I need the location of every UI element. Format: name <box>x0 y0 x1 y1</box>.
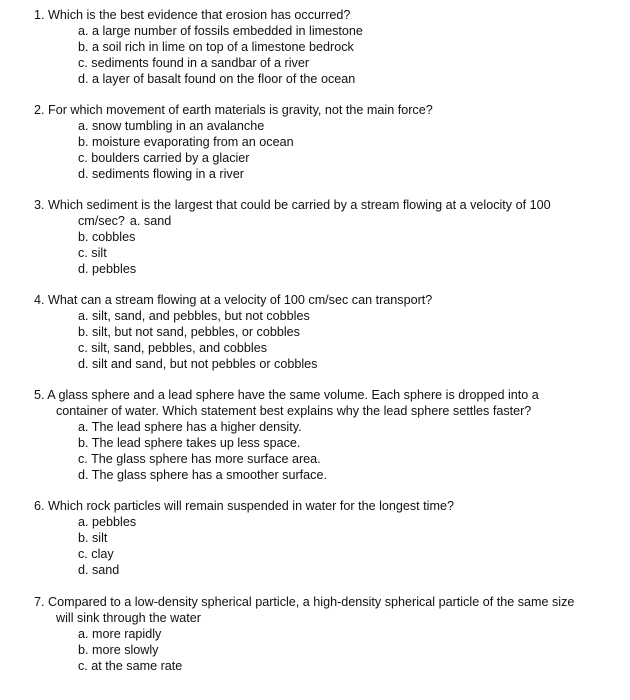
question-5-option-d: d. The glass sphere has a smoother surface. <box>78 468 327 482</box>
question-3-option-d: d. pebbles <box>78 262 137 276</box>
question-5-stem: 5. A glass sphere and a lead sphere have the same volume. Each sphere is dropped into a <box>34 388 539 402</box>
question-6-option-a: a. pebbles <box>78 515 137 529</box>
question-3-option-a: a. sand <box>129 214 172 228</box>
question-3-option-c: c. silt <box>78 246 107 260</box>
question-5-option-c: c. The glass sphere has more surface area. <box>78 452 321 466</box>
question-2-option-a: a. snow tumbling in an avalanche <box>78 119 265 133</box>
question-4-option-c: c. silt, sand, pebbles, and cobbles <box>78 341 268 355</box>
question-4-option-d: d. silt and sand, but not pebbles or cobbles <box>78 357 318 371</box>
question-4-stem: 4. What can a stream flowing at a velocity of 100 cm/sec can transport? <box>34 293 433 307</box>
question-1-option-c: c. sediments found in a sandbar of a river <box>78 56 310 70</box>
question-1-option-a: a. a large number of fossils embedded in limestone <box>78 24 363 38</box>
question-2-option-b: b. moisture evaporating from an ocean <box>78 135 294 149</box>
question-6-option-b: b. silt <box>78 531 108 545</box>
question-7-stem-line2: will sink through the water <box>56 611 201 625</box>
question-5-stem-line2: container of water. Which statement best explains why the lead sphere settles faster? <box>56 404 532 418</box>
question-7-option-a: a. more rapidly <box>78 627 162 641</box>
question-4-option-b: b. silt, but not sand, pebbles, or cobbles <box>78 325 300 339</box>
question-3-stem-line2: cm/sec? <box>78 214 125 228</box>
question-2-option-d: d. sediments flowing in a river <box>78 167 244 181</box>
question-6-stem: 6. Which rock particles will remain suspended in water for the longest time? <box>34 499 454 513</box>
question-4-option-a: a. silt, sand, and pebbles, but not cobbles <box>78 309 310 323</box>
question-6-option-c: c. clay <box>78 547 114 561</box>
question-3-stem: 3. Which sediment is the largest that could be carried by a stream flowing at a velocity of 100 <box>34 198 551 212</box>
question-2-option-c: c. boulders carried by a glacier <box>78 151 250 165</box>
question-6-option-d: d. sand <box>78 563 120 577</box>
question-3-option-b: b. cobbles <box>78 230 136 244</box>
question-7-option-c: c. at the same rate <box>78 659 183 673</box>
question-5-option-b: b. The lead sphere takes up less space. <box>78 436 301 450</box>
question-3-stem-continuation <box>78 214 171 230</box>
question-2-stem: 2. For which movement of earth materials is gravity, not the main force? <box>34 103 433 117</box>
question-1-stem: 1. Which is the best evidence that erosion has occurred? <box>34 8 351 22</box>
question-1-option-b: b. a soil rich in lime on top of a limestone bedrock <box>78 40 354 54</box>
question-1-option-d: d. a layer of basalt found on the floor of the ocean <box>78 72 356 86</box>
question-7-option-b: b. more slowly <box>78 643 159 657</box>
question-7-stem: 7. Compared to a low-density spherical particle, a high-density spherical particle of the same size <box>34 595 575 609</box>
question-5-option-a: a. The lead sphere has a higher density. <box>78 420 302 434</box>
